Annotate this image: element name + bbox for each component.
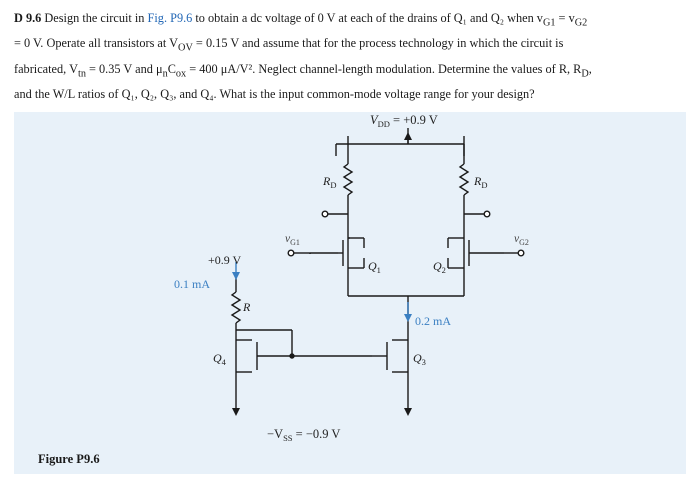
problem-text-1b: to obtain a dc voltage of 0 V at each of the drains of Q₁ and Q₂ when v (192, 11, 543, 25)
problem-statement (14, 8, 686, 105)
q3-label: $Q_3$ (413, 351, 426, 367)
r-bias-resistor (232, 292, 240, 323)
problem-text-4: and the W/L ratios of Q₁, Q₂, Q₃, and Q₄. What is the input common-mode voltage range for your design? (14, 87, 535, 102)
figure-reference-link[interactable]: Fig. P9.6 (147, 11, 193, 25)
problem-sub-ov: OV (178, 42, 193, 54)
rd-left-resistor (344, 164, 352, 195)
rd-right-label: $R_D$ (474, 174, 488, 190)
vg2-label: $v_{G2}$ (514, 233, 529, 247)
gate-junction-dot (290, 354, 294, 358)
problem-text-3d: = 400 μA/V². Neglect channel-length modulation. Determine the values of R, R (186, 61, 582, 76)
vg2-input-terminal[interactable] (518, 250, 524, 256)
problem-sub-ox: ox (175, 68, 187, 80)
q2-label: $Q_2$ (433, 259, 446, 275)
r-label: R (243, 300, 251, 314)
problem-sub-tn: tn (77, 68, 86, 80)
problem-sub-g1: G1 (542, 17, 556, 29)
vg1-input-terminal[interactable] (288, 250, 294, 256)
problem-sub-d: D (581, 68, 589, 80)
rd-left-label: $R_D$ (323, 174, 337, 190)
problem-text-2b: = 0.15 V and assume that for the process technology in which the circuit is (192, 36, 564, 51)
problem-text-3e: , (588, 61, 592, 76)
figure-panel (14, 112, 686, 474)
problem-text-1a: Design the circuit in (41, 11, 148, 25)
rd-right-resistor (460, 164, 468, 195)
problem-sub-g2: G2 (574, 17, 588, 29)
problem-text-3c: C (167, 61, 176, 76)
vg1-label: $v_{G1}$ (285, 233, 300, 247)
q4-label: $Q_4$ (213, 351, 226, 367)
problem-sub-n: n (162, 68, 168, 80)
drain-left-terminal[interactable] (322, 211, 328, 217)
problem-text-3b: = 0.35 V and μ (85, 61, 163, 76)
problem-text-1c: = v (555, 11, 575, 25)
vss-label: $-V_{SS} = -0.9$ V (267, 427, 341, 443)
supply-plus-label: +0.9 V (208, 253, 242, 267)
ref-current-label: 0.1 mA (174, 277, 210, 291)
tail-current-label: 0.2 mA (415, 314, 451, 328)
problem-text-3a: fabricated, V (14, 61, 78, 76)
vdd-label: $V_{DD} = +0.9$ V (370, 113, 438, 129)
drain-right-terminal[interactable] (484, 211, 490, 217)
circuit-diagram (14, 112, 686, 474)
figure-label: Figure P9.6 (38, 452, 100, 466)
q1-label: $Q_1$ (368, 259, 381, 275)
problem-text-2a: = 0 V. Operate all transistors at V (14, 36, 179, 51)
problem-number: D 9.6 (14, 11, 42, 25)
